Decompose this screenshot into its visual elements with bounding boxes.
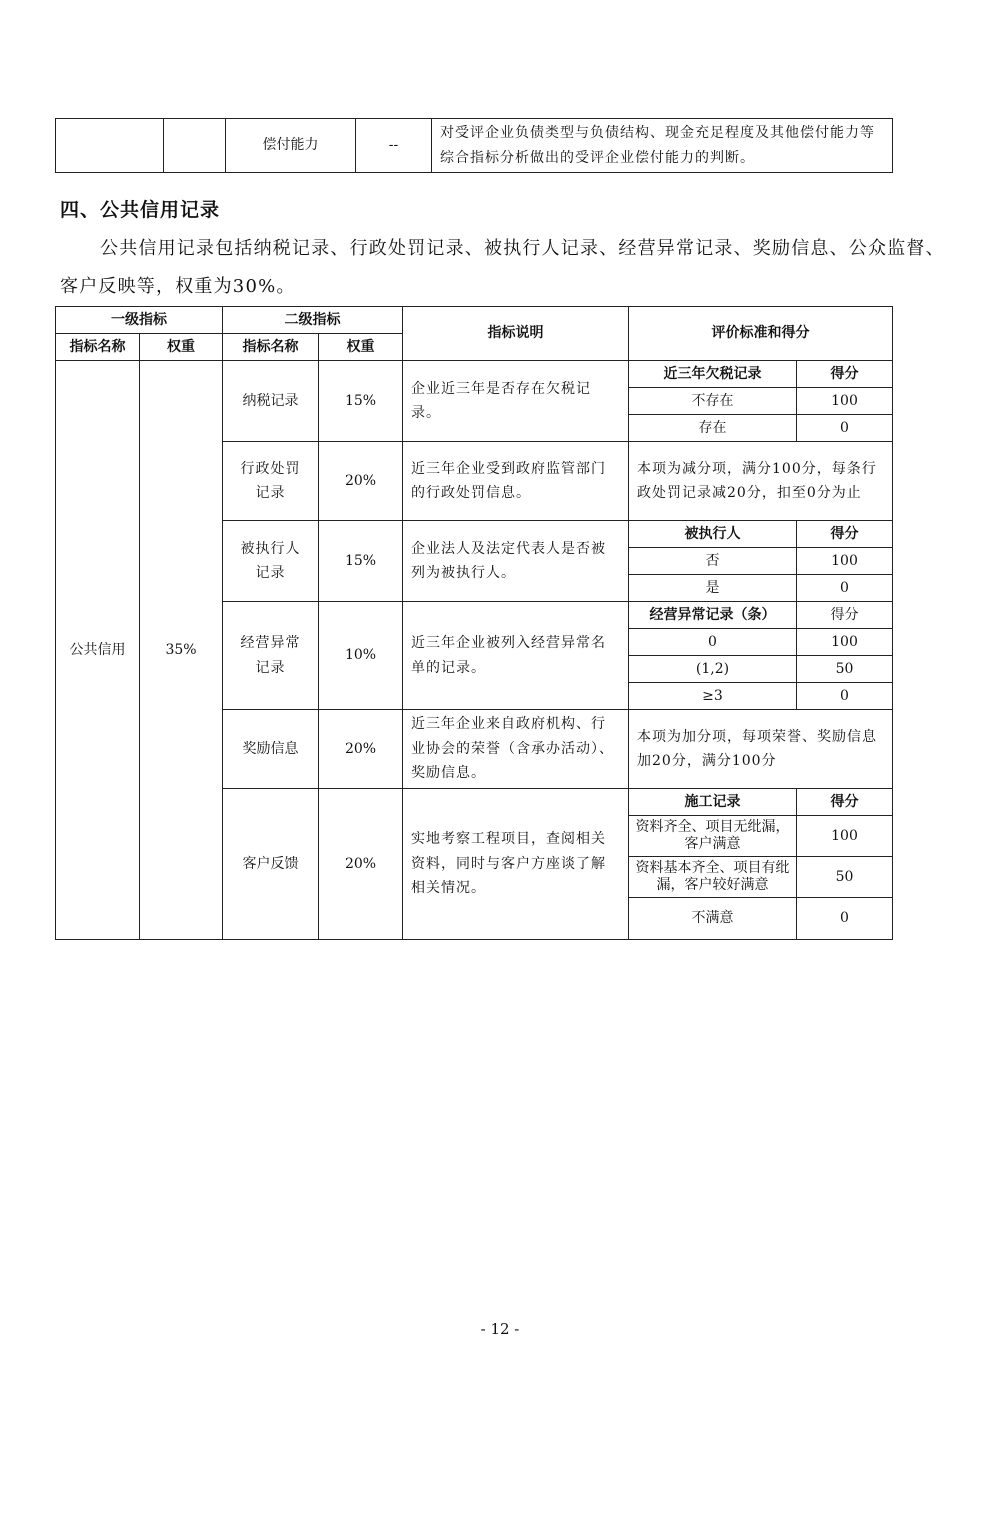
indicator-name: 纳税记录 (223, 361, 319, 442)
criteria-item: 存在 (629, 415, 797, 442)
criteria-item: 不满意 (629, 898, 797, 940)
criteria-item: 否 (629, 548, 797, 575)
criteria-text: 本项为减分项，满分100分，每条行政处罚记录减20分，扣至0分为止 (629, 442, 893, 521)
criteria-item: 0 (629, 629, 797, 656)
indicator-name: 行政处罚记录 (223, 442, 319, 521)
page-number: - 12 - (480, 1320, 520, 1338)
criteria-head: 被执行人 (629, 521, 797, 548)
table-row (56, 361, 893, 388)
section-paragraph: 公共信用记录包括纳税记录、行政处罚记录、被执行人记录、经营异常记录、奖励信息、公众监督、客户反映等，权重为30%。 (60, 238, 945, 297)
criteria-item: 是 (629, 575, 797, 602)
score-item: 100 (797, 388, 893, 415)
indicator-weight: 20% (319, 710, 403, 789)
cell-primary-weight (164, 119, 226, 173)
score-item: 100 (797, 816, 893, 857)
cell-primary-name (56, 119, 164, 173)
header-level2: 二级指标 (223, 307, 403, 334)
score-head: 得分 (797, 361, 893, 388)
header-desc: 指标说明 (403, 307, 629, 361)
primary-name: 公共信用 (56, 361, 140, 940)
score-head: 得分 (797, 602, 893, 629)
indicator-weight: 15% (319, 361, 403, 442)
criteria-item: (1,2) (629, 656, 797, 683)
score-item: 50 (797, 857, 893, 898)
score-item: 0 (797, 415, 893, 442)
criteria-text: 本项为加分项，每项荣誉、奖励信息加20分，满分100分 (629, 710, 893, 789)
indicator-desc: 企业近三年是否存在欠税记录。 (403, 361, 629, 442)
indicator-desc: 近三年企业受到政府监管部门的行政处罚信息。 (403, 442, 629, 521)
indicator-desc: 近三年企业来自政府机构、行业协会的荣誉（含承办活动）、奖励信息。 (403, 710, 629, 789)
cell-indicator-desc: 对受评企业负债类型与负债结构、现金充足程度及其他偿付能力等综合指标分析做出的受评企业偿付能力的判断。 (432, 119, 893, 173)
score-item: 100 (797, 629, 893, 656)
score-item: 0 (797, 898, 893, 940)
criteria-item: 资料基本齐全、项目有纰漏，客户较好满意 (629, 857, 797, 898)
indicator-name: 经营异常记录 (223, 602, 319, 710)
cell-indicator-weight: -- (356, 119, 432, 173)
indicator-name: 被执行人记录 (223, 521, 319, 602)
table-row (56, 119, 893, 173)
score-head: 得分 (797, 789, 893, 816)
indicator-desc: 近三年企业被列入经营异常名单的记录。 (403, 602, 629, 710)
indicator-name: 客户反馈 (223, 789, 319, 940)
header-name1: 指标名称 (56, 334, 140, 361)
header-row (56, 307, 893, 334)
criteria-item: ≥3 (629, 683, 797, 710)
indicator-weight: 20% (319, 789, 403, 940)
indicator-weight: 10% (319, 602, 403, 710)
criteria-head: 施工记录 (629, 789, 797, 816)
indicator-desc: 实地考察工程项目，查阅相关资料，同时与客户方座谈了解相关情况。 (403, 789, 629, 940)
criteria-item: 资料齐全、项目无纰漏，客户满意 (629, 816, 797, 857)
continued-table (55, 118, 893, 173)
primary-weight: 35% (140, 361, 223, 940)
header-criteria: 评价标准和得分 (629, 307, 893, 361)
indicator-name: 奖励信息 (223, 710, 319, 789)
score-item: 0 (797, 575, 893, 602)
score-head: 得分 (797, 521, 893, 548)
indicator-desc: 企业法人及法定代表人是否被列为被执行人。 (403, 521, 629, 602)
criteria-item: 不存在 (629, 388, 797, 415)
score-item: 0 (797, 683, 893, 710)
credit-record-table (55, 306, 893, 940)
header-name2: 指标名称 (223, 334, 319, 361)
criteria-head: 经营异常记录（条） (629, 602, 797, 629)
indicator-weight: 20% (319, 442, 403, 521)
header-weight2: 权重 (319, 334, 403, 361)
score-item: 100 (797, 548, 893, 575)
indicator-weight: 15% (319, 521, 403, 602)
header-level1: 一级指标 (56, 307, 223, 334)
header-weight1: 权重 (140, 334, 223, 361)
cell-indicator-name: 偿付能力 (226, 119, 356, 173)
criteria-head: 近三年欠税记录 (629, 361, 797, 388)
section-heading: 四、公共信用记录 (60, 199, 221, 221)
score-item: 50 (797, 656, 893, 683)
